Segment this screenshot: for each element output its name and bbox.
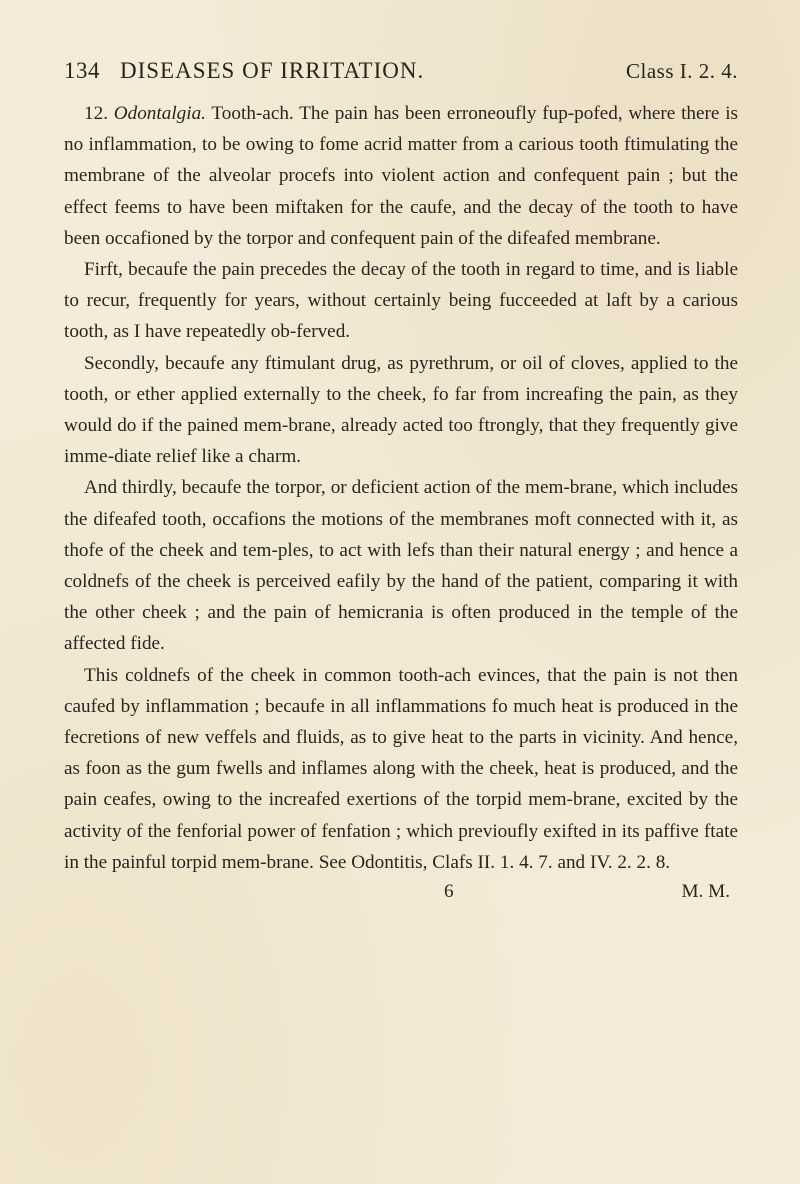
signature-mark: 6 — [444, 881, 454, 903]
class-reference: Class I. 2. 4. — [626, 59, 738, 83]
footer-initials: M. M. — [681, 881, 730, 903]
running-head — [64, 58, 738, 84]
article-term: Odontalgia. — [113, 103, 206, 124]
paragraph-2: Firft, becaufe the pain precedes the decay of the tooth in regard to time, and is liable to recur, frequently for years, without certainly being fucceeded at laft by a carious tooth, as I have repeatedly ob-ferved. — [64, 259, 738, 343]
article-number: 12. — [84, 103, 108, 124]
paragraph-5: This coldnefs of the cheek in common tooth-ach evinces, that the pain is not then caufed by inflammation ; becaufe in all inflammations fo much heat is produced in the fecretions of new veffels and fluids, as to give heat to the parts in vicinity. And hence, as foon as the gum fwells and inflames along with the cheek, heat is produced, and the pain ceafes, owing to the increafed exertions of the torpid mem-brane, excited by the activity of the fenforial power of fenfation ; which previoufly exifted in its paffive ftate in the painful torpid mem-brane. See Odontitis, Clafs II. 1. 4. 7. and IV. 2. 2. 8. — [64, 664, 738, 873]
paragraph-4: And thirdly, becaufe the torpor, or deficient action of the mem-brane, which includes the difeafed tooth, occafions the motions of the membranes moft connected with it, as thofe of the cheek and tem-ples, to act with lefs than their natural energy ; and hence a coldnefs of the cheek is perceived eafily by the hand of the patient, comparing it with the other cheek ; and the pain of hemicrania is often produced in the temple of the affected fide. — [64, 477, 738, 655]
running-title: DISEASES OF IRRITATION. — [120, 58, 425, 83]
page-number: 134 — [64, 58, 100, 83]
paragraph-text: Tooth-ach. The pain has been erroneoufly fup-pofed, where there is no inflammation, to be owing to fome acrid matter from a carious tooth ftimulating the membrane of the alveolar procefs into violent action and confequent pain ; but the effect feems to have been miftaken for the caufe, and the decay of the tooth to have been occafioned by the torpor and confequent pain of the difeafed membrane. — [64, 103, 739, 249]
paragraph-3: Secondly, becaufe any ftimulant drug, as pyrethrum, or oil of cloves, applied to the tooth, or ether applied externally to the cheek, fo far from increafing the pain, as they would do if the pained mem-brane, already acted too ftrongly, that they frequently give imme-diate relief like a charm. — [64, 352, 738, 468]
paragraph-1 — [64, 98, 738, 254]
page-footer — [64, 878, 738, 906]
article-body — [64, 98, 738, 878]
